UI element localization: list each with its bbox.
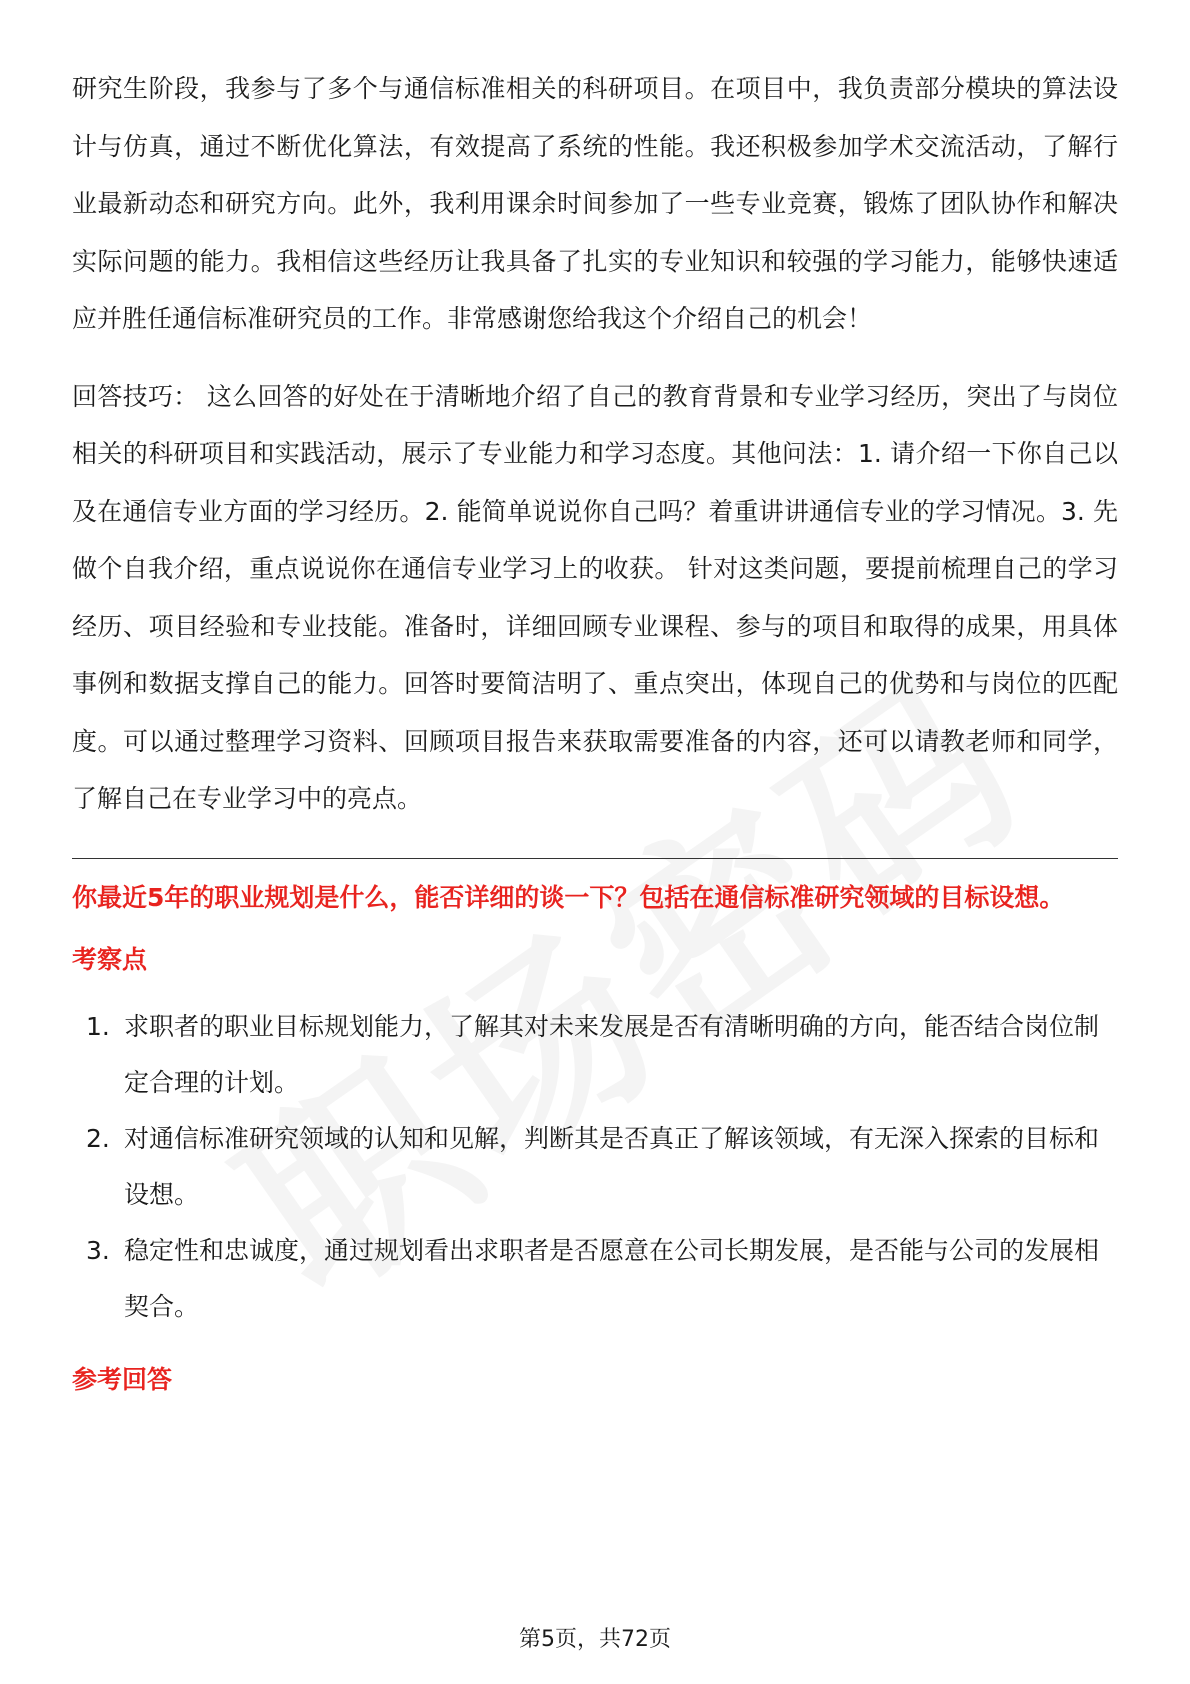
page-content <box>72 60 1118 1399</box>
list-item-text: 对通信标准研究领域的认知和见解，判断其是否真正了解该领域，有无深入探索的目标和设想。 <box>124 1123 1100 1209</box>
list-item-text: 求职者的职业目标规划能力，了解其对未来发展是否有清晰明确的方向，能否结合岗位制定合理的计划。 <box>124 1011 1100 1097</box>
list-item-number: 1. <box>86 1011 110 1041</box>
list-item-number: 2. <box>86 1123 110 1153</box>
list-item <box>72 1111 1118 1223</box>
reference-answer-title: 参考回答 <box>72 1364 173 1394</box>
list-item <box>72 1223 1118 1335</box>
intro-paragraph: 研究生阶段，我参与了多个与通信标准相关的科研项目。在项目中，我负责部分模块的算法设计与仿真，通过不断优化算法，有效提高了系统的性能。我还积极参加学术交流活动，了解行业最新动态和研究方向。此外，我利用课余时间参加了一些专业竞赛，锻炼了团队协作和解决实际问题的能力。我相信这些经历让我具备了扎实的专业知识和较强的学习能力，能够快速适应并胜任通信标准研究员的工作。非常感谢您给我这个介绍自己的机会！ <box>72 74 1118 333</box>
list-item-number: 3. <box>86 1235 110 1265</box>
section-divider <box>72 858 1118 859</box>
exam-points-title: 考察点 <box>72 944 148 974</box>
page-footer: 第5页，共72页 <box>519 1627 671 1652</box>
list-item <box>72 999 1118 1111</box>
question-heading: 你最近5年的职业规划是什么，能否详细的谈一下？包括在通信标准研究领域的目标设想。 <box>72 882 1065 912</box>
list-item-text: 稳定性和忠诚度，通过规划看出求职者是否愿意在公司长期发展，是否能与公司的发展相契合。 <box>124 1235 1100 1321</box>
exam-points-list <box>72 999 1118 1335</box>
tips-paragraph: 回答技巧： 这么回答的好处在于清晰地介绍了自己的教育背景和专业学习经历，突出了与岗位相关的科研项目和实践活动，展示了专业能力和学习态度。其他问法：1. 请介绍一下你自己以及在通信专业方面的学习经历。2. 能简单说说你自己吗？着重讲讲通信专业的学习情况。3. 先做个自我介绍，重点说说你在通信专业学习上的收获。 针对这类问题，要提前梳理自己的学习经历、项目经验和专业技能。准备时，详细回顾专业课程、参与的项目和取得的成果，用具体事例和数据支撑自己的能力。回答时要简洁明了、重点突出，体现自己的优势和与岗位的匹配度。可以通过整理学习资料、回顾项目报告来获取需要准备的内容，还可以请教老师和同学，了解自己在专业学习中的亮点。 <box>72 381 1118 813</box>
